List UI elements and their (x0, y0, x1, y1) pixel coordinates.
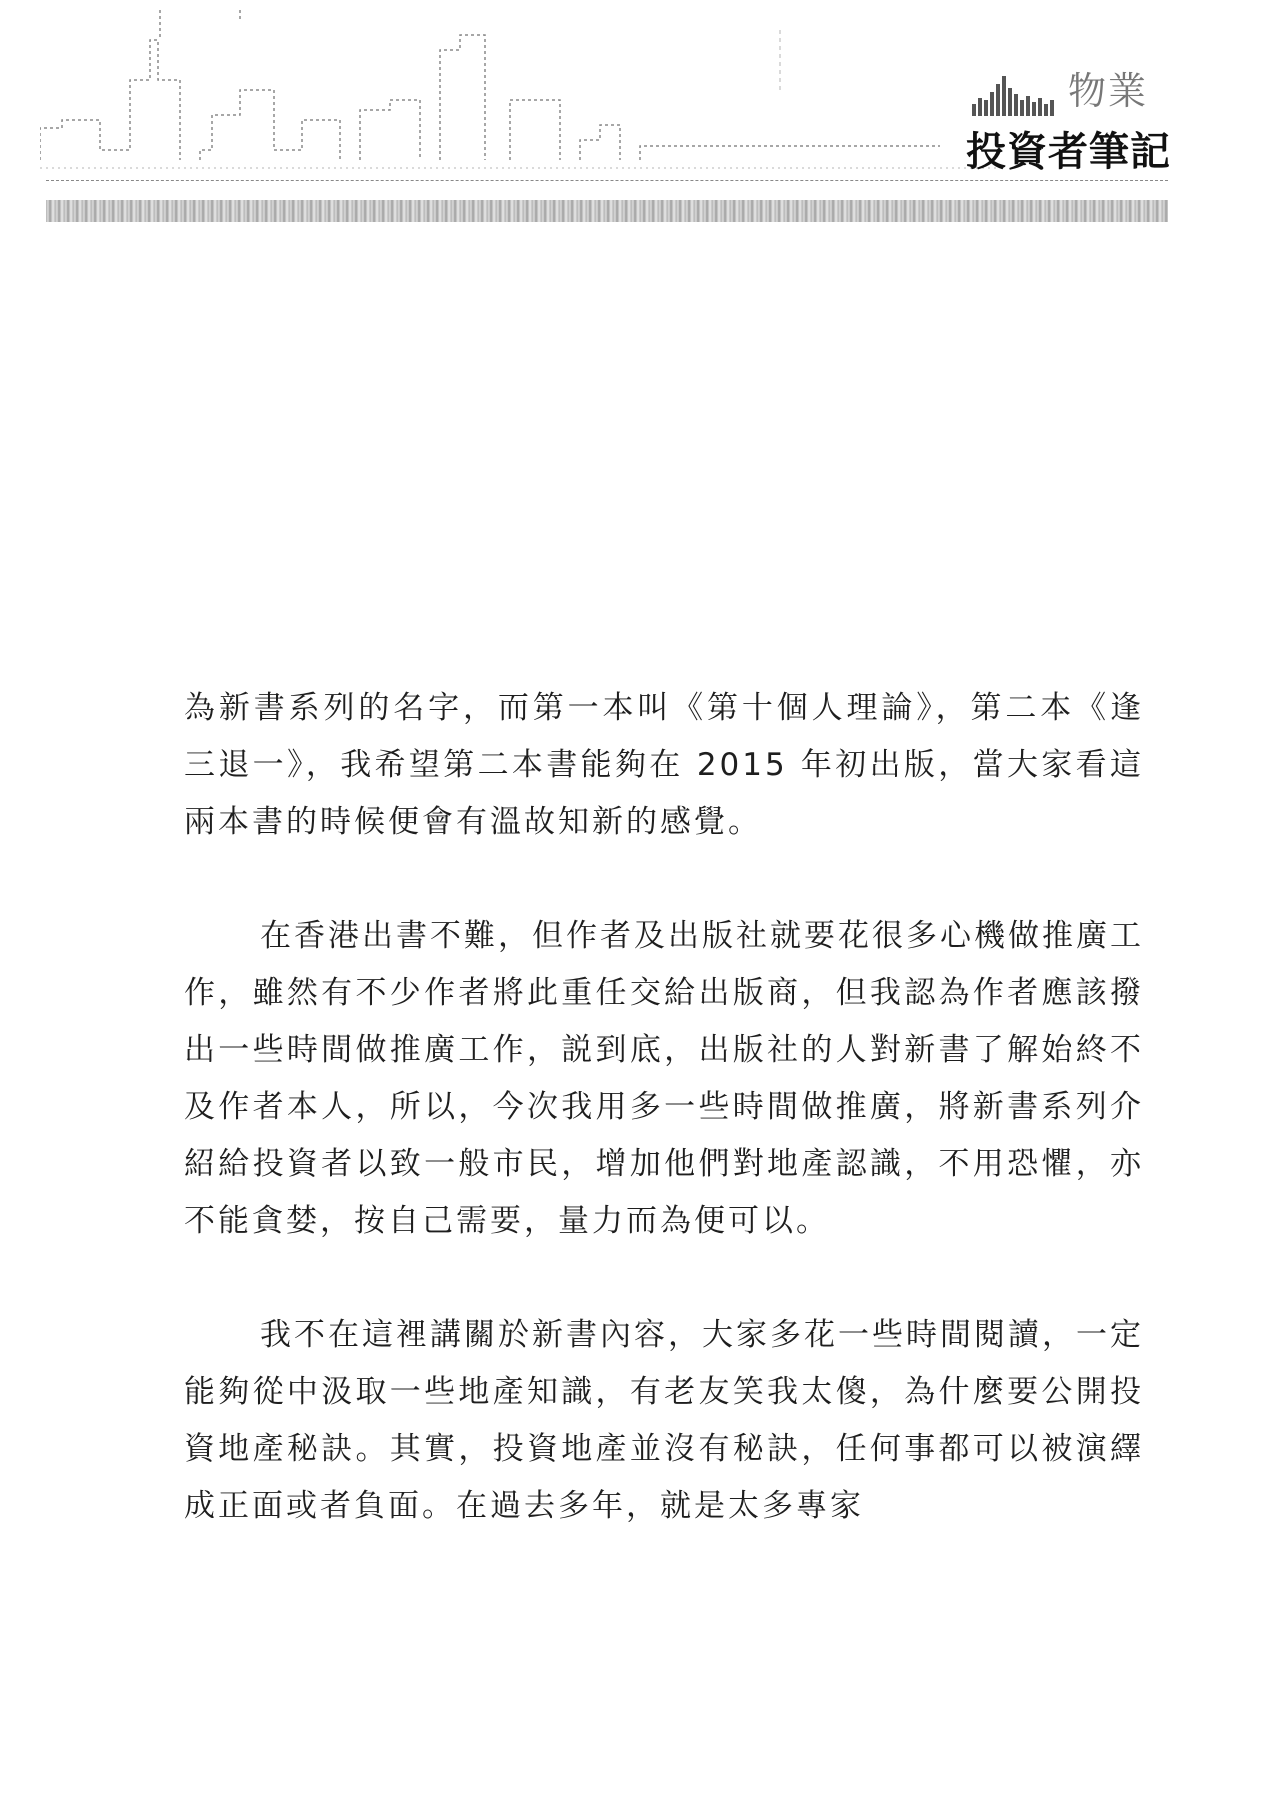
page-header (0, 0, 1273, 240)
skyline-illustration (40, 10, 1000, 200)
paragraph: 在香港出書不難，但作者及出版社就要花很多心機做推廣工作，雖然有不少作者將此重任交給出版商，但我認為作者應該撥出一些時間做推廣工作，説到底，出版社的人對新書了解始終不及作者本人，所以，今次我用多一些時間做推廣，將新書系列介紹給投資者以致一般市民，增加他們對地產認識，不用恐懼，亦不能貪婪，按自己需要，量力而為便可以。 (184, 918, 1144, 1239)
header-divider (46, 180, 1168, 181)
brand-title-top: 物業 (1068, 69, 1149, 113)
paragraph: 為新書系列的名字，而第一本叫《第十個人理論》，第二本《逢三退一》，我希望第二本書能夠在 2015 年初出版，當大家看這兩本書的時候便會有溫故知新的感覺。 (184, 690, 1144, 840)
brand-title-main: 投資者筆記 (966, 129, 1171, 175)
body-text (184, 680, 1144, 1535)
paragraph: 我不在這裡講關於新書內容，大家多花一些時間閱讀，一定能夠從中汲取一些地產知識，有老友笑我太傻，為什麼要公開投資地產秘訣。其實，投資地產並沒有秘訣，任何事都可以被演繹成正面或者負面。在過去多年，就是太多專家 (184, 1317, 1144, 1524)
brand-logo-icon (972, 74, 1068, 116)
header-texture-band (46, 200, 1168, 222)
